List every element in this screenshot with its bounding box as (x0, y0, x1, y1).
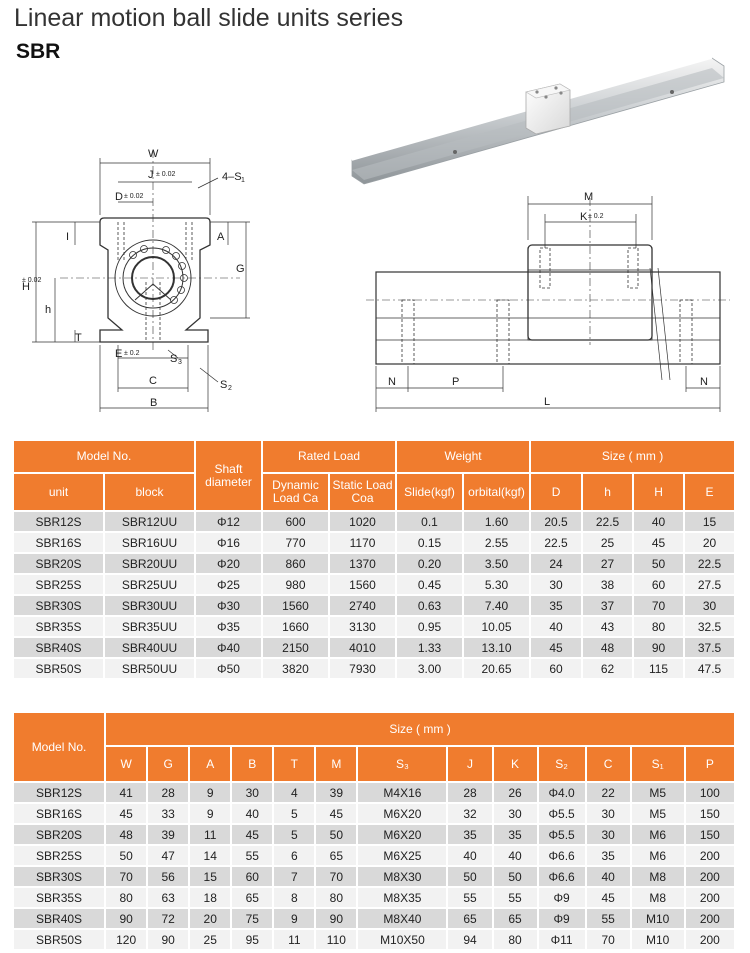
table-cell: SBR40S (14, 638, 105, 659)
column-header: S₂ (539, 747, 587, 783)
table-cell: 20.65 (464, 659, 531, 680)
dim-g: G (236, 263, 245, 275)
table-cell: 28 (448, 783, 493, 804)
page-title: Linear motion ball slide units series (14, 4, 404, 32)
side-view-drawing (366, 196, 730, 412)
table-row (14, 804, 736, 825)
table-cell: SBR30UU (105, 596, 196, 617)
table-cell: M6X25 (358, 846, 448, 867)
table-cell: 70 (316, 867, 358, 888)
table-cell: Φ40 (196, 638, 263, 659)
table-cell: 25 (583, 533, 634, 554)
table-cell: 7930 (330, 659, 397, 680)
table-cell: 14 (190, 846, 232, 867)
dim-k: K (580, 211, 588, 223)
table-cell: SBR20UU (105, 554, 196, 575)
table-cell: 4010 (330, 638, 397, 659)
table-cell: 40 (232, 804, 274, 825)
column-header: A (190, 747, 232, 783)
table-cell: Φ9 (539, 909, 587, 930)
table-cell: 1020 (330, 512, 397, 533)
table-cell: SBR12S (14, 512, 105, 533)
dim-w: W (148, 148, 159, 160)
table-cell: SBR40S (14, 909, 106, 930)
table-cell: 22.5 (685, 554, 736, 575)
cross-section-drawing (32, 150, 250, 412)
table-cell: 40 (634, 512, 685, 533)
table-cell: 35 (587, 846, 632, 867)
table-cell: 30 (494, 804, 539, 825)
table-cell: 47.5 (685, 659, 736, 680)
table-row (14, 638, 736, 659)
table-cell: Φ6.6 (539, 867, 587, 888)
table-cell: 13.10 (464, 638, 531, 659)
table-cell: Φ9 (539, 888, 587, 909)
table-cell: 20.5 (531, 512, 583, 533)
table-cell: M8X35 (358, 888, 448, 909)
table-cell: 200 (686, 909, 736, 930)
table-cell: 11 (274, 930, 316, 951)
column-header: S₃ (358, 747, 448, 783)
dim-l: L (544, 396, 551, 408)
table-cell: 9 (190, 783, 232, 804)
table-cell: 45 (106, 804, 148, 825)
table-cell: M6X20 (358, 825, 448, 846)
table-cell: 5 (274, 804, 316, 825)
column-header: C (587, 747, 632, 783)
table-cell: 5 (274, 825, 316, 846)
table-cell: 1370 (330, 554, 397, 575)
table-cell: 60 (634, 575, 685, 596)
table-cell: SBR40UU (105, 638, 196, 659)
table-cell: SBR16UU (105, 533, 196, 554)
table-cell: 30 (685, 596, 736, 617)
table-cell: 90 (148, 930, 190, 951)
table-cell: 95 (232, 930, 274, 951)
table-cell: M6 (632, 825, 686, 846)
table-cell: 2740 (330, 596, 397, 617)
table-cell: 56 (148, 867, 190, 888)
table-row (14, 909, 736, 930)
table-cell: 45 (531, 638, 583, 659)
table-cell: 32 (448, 804, 493, 825)
table-row (14, 554, 736, 575)
table-cell: M6X20 (358, 804, 448, 825)
table-cell: 3.50 (464, 554, 531, 575)
table-cell: SBR16S (14, 533, 105, 554)
dim-i: I (66, 231, 70, 243)
table-cell: 2150 (263, 638, 330, 659)
table-cell: 30 (587, 804, 632, 825)
table-cell: 37.5 (685, 638, 736, 659)
table-cell: 55 (448, 888, 493, 909)
table-row (14, 846, 736, 867)
dim-m: M (584, 191, 594, 203)
header-unit: unit (14, 474, 105, 512)
table-cell: Φ11 (539, 930, 587, 951)
header-model-no-2: Model No. (14, 713, 106, 783)
table-cell: 70 (587, 930, 632, 951)
table-cell: 65 (232, 888, 274, 909)
table-cell: 33 (148, 804, 190, 825)
column-header: P (686, 747, 736, 783)
dim-s1-sub: 1 (241, 177, 245, 184)
table-cell: 94 (448, 930, 493, 951)
table-cell: SBR20S (14, 825, 106, 846)
dim-n-left: N (388, 376, 396, 388)
table-cell: M6 (632, 846, 686, 867)
table-cell: SBR25S (14, 846, 106, 867)
table-cell: Φ50 (196, 659, 263, 680)
table-cell: 26 (494, 783, 539, 804)
table-cell: 80 (106, 888, 148, 909)
dim-j-tol: ± 0.02 (156, 171, 176, 178)
table-cell: 50 (494, 867, 539, 888)
dim-t: T (75, 332, 82, 344)
table-cell: 35 (494, 825, 539, 846)
table-cell: 32.5 (685, 617, 736, 638)
table-row (14, 888, 736, 909)
table-cell: M10X50 (358, 930, 448, 951)
column-header: S₁ (632, 747, 686, 783)
table-cell: M8X40 (358, 909, 448, 930)
table-cell: SBR12S (14, 783, 106, 804)
dim-s3-sub: 3 (178, 359, 182, 366)
table-cell: SBR25UU (105, 575, 196, 596)
table-cell: 75 (232, 909, 274, 930)
dim-s2: S (220, 379, 228, 391)
table-cell: Φ25 (196, 575, 263, 596)
table-cell: 3820 (263, 659, 330, 680)
table-cell: 1.33 (397, 638, 464, 659)
column-header: W (106, 747, 148, 783)
series-subtitle: SBR (16, 40, 61, 63)
table-cell: 41 (106, 783, 148, 804)
table-cell: 110 (316, 930, 358, 951)
header-block: block (105, 474, 196, 512)
table-cell: 90 (634, 638, 685, 659)
dim-d-tol: ± 0.02 (124, 193, 144, 200)
table-cell: 40 (531, 617, 583, 638)
table-cell: 60 (531, 659, 583, 680)
header-d: D (531, 474, 583, 512)
table-cell: 50 (448, 867, 493, 888)
table-cell: 150 (686, 825, 736, 846)
header-model-no: Model No. (14, 441, 196, 474)
table-cell: 0.20 (397, 554, 464, 575)
column-header: G (148, 747, 190, 783)
table-cell: 22.5 (583, 512, 634, 533)
table-cell: 38 (583, 575, 634, 596)
column-header: B (232, 747, 274, 783)
dim-k-tol: ± 0.2 (588, 213, 604, 220)
table-cell: Φ6.6 (539, 846, 587, 867)
header-static-load: Static Load Coa (330, 474, 397, 512)
table-cell: 45 (232, 825, 274, 846)
table-cell: 7.40 (464, 596, 531, 617)
table-cell: 80 (494, 930, 539, 951)
table-cell: 25 (190, 930, 232, 951)
table-cell: 1560 (330, 575, 397, 596)
table-cell: 100 (686, 783, 736, 804)
table-cell: 200 (686, 867, 736, 888)
table-cell: 0.45 (397, 575, 464, 596)
dimension-table (14, 713, 736, 951)
table-cell: 3130 (330, 617, 397, 638)
table-cell: 1170 (330, 533, 397, 554)
column-header: M (316, 747, 358, 783)
load-weight-table (14, 441, 736, 680)
table-cell: 28 (148, 783, 190, 804)
table-cell: 62 (583, 659, 634, 680)
header-slide-kgf: Slide(kgf) (397, 474, 464, 512)
table-cell: SBR20S (14, 554, 105, 575)
table-cell: 30 (587, 825, 632, 846)
table-cell: 5.30 (464, 575, 531, 596)
table-cell: 10.05 (464, 617, 531, 638)
product-photo (352, 58, 724, 184)
table-cell: 8 (274, 888, 316, 909)
header-h: H (634, 474, 685, 512)
table-cell: 200 (686, 888, 736, 909)
column-header: J (448, 747, 493, 783)
table-cell: 50 (106, 846, 148, 867)
dim-h: H (22, 281, 30, 293)
table-cell: SBR50S (14, 659, 105, 680)
table-cell: M5 (632, 804, 686, 825)
dim-s2-sub: 2 (228, 385, 232, 392)
table-cell: 65 (316, 846, 358, 867)
header-size-2: Size ( mm ) (106, 713, 736, 747)
table-cell: 1.60 (464, 512, 531, 533)
table-cell: 37 (583, 596, 634, 617)
table-cell: 120 (106, 930, 148, 951)
table-cell: 47 (148, 846, 190, 867)
table-cell: 90 (106, 909, 148, 930)
table-cell: Φ16 (196, 533, 263, 554)
table-row (14, 617, 736, 638)
table-row (14, 930, 736, 951)
table-row (14, 783, 736, 804)
table-cell: 770 (263, 533, 330, 554)
table-cell: SBR30S (14, 596, 105, 617)
table-cell: 55 (494, 888, 539, 909)
table-cell: 40 (494, 846, 539, 867)
table-cell: M10 (632, 930, 686, 951)
table-cell: Φ5.5 (539, 804, 587, 825)
column-header: K (494, 747, 539, 783)
table-row (14, 825, 736, 846)
header-h-small: h (583, 474, 634, 512)
table-cell: 39 (316, 783, 358, 804)
table-cell: 7 (274, 867, 316, 888)
table-cell: 0.15 (397, 533, 464, 554)
table-cell: 3.00 (397, 659, 464, 680)
table-cell: 600 (263, 512, 330, 533)
table-cell: 980 (263, 575, 330, 596)
table-cell: 70 (106, 867, 148, 888)
table-cell: 45 (316, 804, 358, 825)
table-cell: SBR35S (14, 617, 105, 638)
table-row (14, 867, 736, 888)
dim-c: C (149, 375, 157, 387)
table-cell: 9 (190, 804, 232, 825)
table-cell: 35 (448, 825, 493, 846)
header-weight: Weight (397, 441, 531, 474)
table-cell: 0.63 (397, 596, 464, 617)
header-shaft-diameter: Shaft diameter (196, 441, 263, 512)
table-cell: 27.5 (685, 575, 736, 596)
dim-e: E (115, 348, 123, 360)
table-cell: 24 (531, 554, 583, 575)
table-cell: Φ12 (196, 512, 263, 533)
table-cell: 50 (316, 825, 358, 846)
table-cell: 48 (106, 825, 148, 846)
dim-s3: S (170, 353, 178, 365)
dim-e-tol: ± 0.2 (124, 350, 140, 357)
dim-d: D (115, 191, 123, 203)
table-cell: 55 (587, 909, 632, 930)
table-cell: Φ4.0 (539, 783, 587, 804)
table-cell: 65 (448, 909, 493, 930)
table-cell: 50 (634, 554, 685, 575)
dim-b: B (150, 397, 158, 409)
table-cell: 90 (316, 909, 358, 930)
header-size: Size ( mm ) (531, 441, 736, 474)
table-cell: 0.1 (397, 512, 464, 533)
dim-n-right: N (700, 376, 708, 388)
table-cell: 63 (148, 888, 190, 909)
table-cell: SBR35UU (105, 617, 196, 638)
table-cell: 115 (634, 659, 685, 680)
table-cell: 200 (686, 930, 736, 951)
column-header: T (274, 747, 316, 783)
table-cell: SBR35S (14, 888, 106, 909)
table-cell: 45 (587, 888, 632, 909)
table-cell: M4X16 (358, 783, 448, 804)
table-cell: SBR12UU (105, 512, 196, 533)
table-cell: 35 (531, 596, 583, 617)
table-cell: 60 (232, 867, 274, 888)
table-cell: 65 (494, 909, 539, 930)
header-rated-load: Rated Load (263, 441, 397, 474)
dim-a: A (217, 231, 225, 243)
table-cell: 40 (587, 867, 632, 888)
dim-j: J (148, 169, 154, 181)
table-cell: SBR50S (14, 930, 106, 951)
table-cell: Φ30 (196, 596, 263, 617)
table-cell: 30 (531, 575, 583, 596)
table-cell: 200 (686, 846, 736, 867)
table-cell: SBR50UU (105, 659, 196, 680)
table-cell: 2.55 (464, 533, 531, 554)
table-row (14, 533, 736, 554)
table-cell: M5 (632, 783, 686, 804)
table-cell: 45 (634, 533, 685, 554)
dim-h-tol: ± 0.02 (22, 277, 42, 284)
table-cell: M8 (632, 867, 686, 888)
table-row (14, 575, 736, 596)
table-row (14, 512, 736, 533)
table-cell: M8 (632, 888, 686, 909)
table-cell: 0.95 (397, 617, 464, 638)
table-cell: 40 (448, 846, 493, 867)
table-cell: M10 (632, 909, 686, 930)
table-cell: SBR30S (14, 867, 106, 888)
table-cell: 80 (316, 888, 358, 909)
table-cell: 55 (232, 846, 274, 867)
header-e: E (685, 474, 736, 512)
dim-s1: 4–S (222, 171, 242, 183)
technical-drawing (0, 0, 750, 430)
table-cell: 70 (634, 596, 685, 617)
table-cell: 150 (686, 804, 736, 825)
dim-h-small: h (45, 304, 52, 316)
table-cell: 72 (148, 909, 190, 930)
table-cell: 30 (232, 783, 274, 804)
table-cell: 6 (274, 846, 316, 867)
table-cell: 4 (274, 783, 316, 804)
table-cell: 1660 (263, 617, 330, 638)
table-cell: 20 (190, 909, 232, 930)
table-cell: 9 (274, 909, 316, 930)
table-cell: 27 (583, 554, 634, 575)
dim-p: P (452, 376, 460, 388)
table-row (14, 659, 736, 680)
table-cell: 80 (634, 617, 685, 638)
table-cell: Φ5.5 (539, 825, 587, 846)
table-cell: 20 (685, 533, 736, 554)
table-cell: Φ20 (196, 554, 263, 575)
dimension-labels (22, 148, 708, 409)
header-dynamic-load: Dynamic Load Ca (263, 474, 330, 512)
table-cell: 22 (587, 783, 632, 804)
table-cell: M8X30 (358, 867, 448, 888)
table-cell: 48 (583, 638, 634, 659)
table-cell: Φ35 (196, 617, 263, 638)
header-orbital-kgf: orbital(kgf) (464, 474, 531, 512)
table-cell: SBR25S (14, 575, 105, 596)
table-cell: 860 (263, 554, 330, 575)
table-cell: 22.5 (531, 533, 583, 554)
table-row (14, 596, 736, 617)
table-cell: 15 (190, 867, 232, 888)
table-cell: 1560 (263, 596, 330, 617)
table-cell: 39 (148, 825, 190, 846)
table-cell: 15 (685, 512, 736, 533)
table-cell: 18 (190, 888, 232, 909)
table-cell: 11 (190, 825, 232, 846)
table-cell: 43 (583, 617, 634, 638)
table-cell: SBR16S (14, 804, 106, 825)
